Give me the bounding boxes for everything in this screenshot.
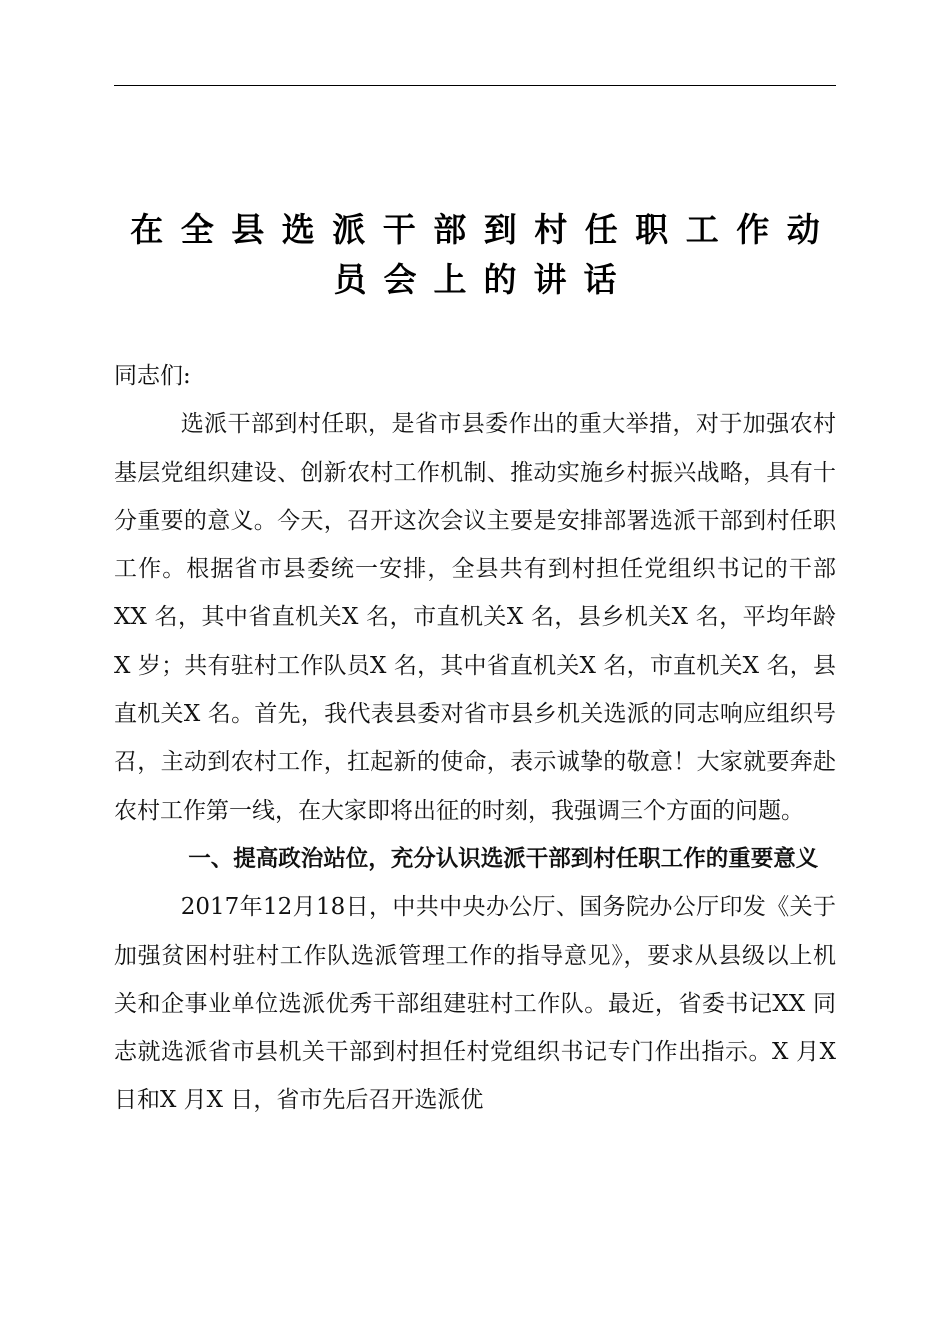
document-body [114, 352, 836, 1125]
title-line-2: 员会上的讲话 [333, 260, 634, 299]
salutation: 同志们: [114, 363, 191, 389]
paragraph-section-1: 2017年12月18日，中共中央办公厅、国务院办公厅印发《关于加强贫困村驻村工作队选派管理工作的指导意见》，要求从县级以上机关和企事业单位选派优秀干部组建驻村工作队。最近，省委书记XX 同志就选派省市县机关干部到村担任村党组织书记专门作出指示。X 月X 日和X 月X 日，省市先后召开选派优 [114, 894, 836, 1114]
document-title [114, 205, 836, 305]
paragraph-intro: 选派干部到村任职，是省市县委作出的重大举措，对于加强农村基层党组织建设、创新农村工作机制、推动实施乡村振兴战略，具有十分重要的意义。今天，召开这次会议主要是安排部署选派干部到村任职工作。根据省市县委统一安排，全县共有到村担任党组织书记的干部XX 名，其中省直机关X 名，市直机关X 名，县乡机关X 名，平均年龄X 岁；共有驻村工作队员X 名，其中省直机关X 名，市直机关X 名，县直机关X 名。首先，我代表县委对省市县乡机关选派的同志响应组织号召，主动到农村工作，扛起新的使命，表示诚挚的敬意！大家就要奔赴农村工作第一线，在大家即将出征的时刻，我强调三个方面的问题。 [114, 411, 836, 824]
header-rule [114, 85, 836, 86]
section-heading-1: 一、提高政治站位，充分认识选派干部到村任职工作的重要意义 [188, 845, 819, 872]
title-line-1: 在全县选派干部到村任职工作动 [130, 210, 838, 249]
